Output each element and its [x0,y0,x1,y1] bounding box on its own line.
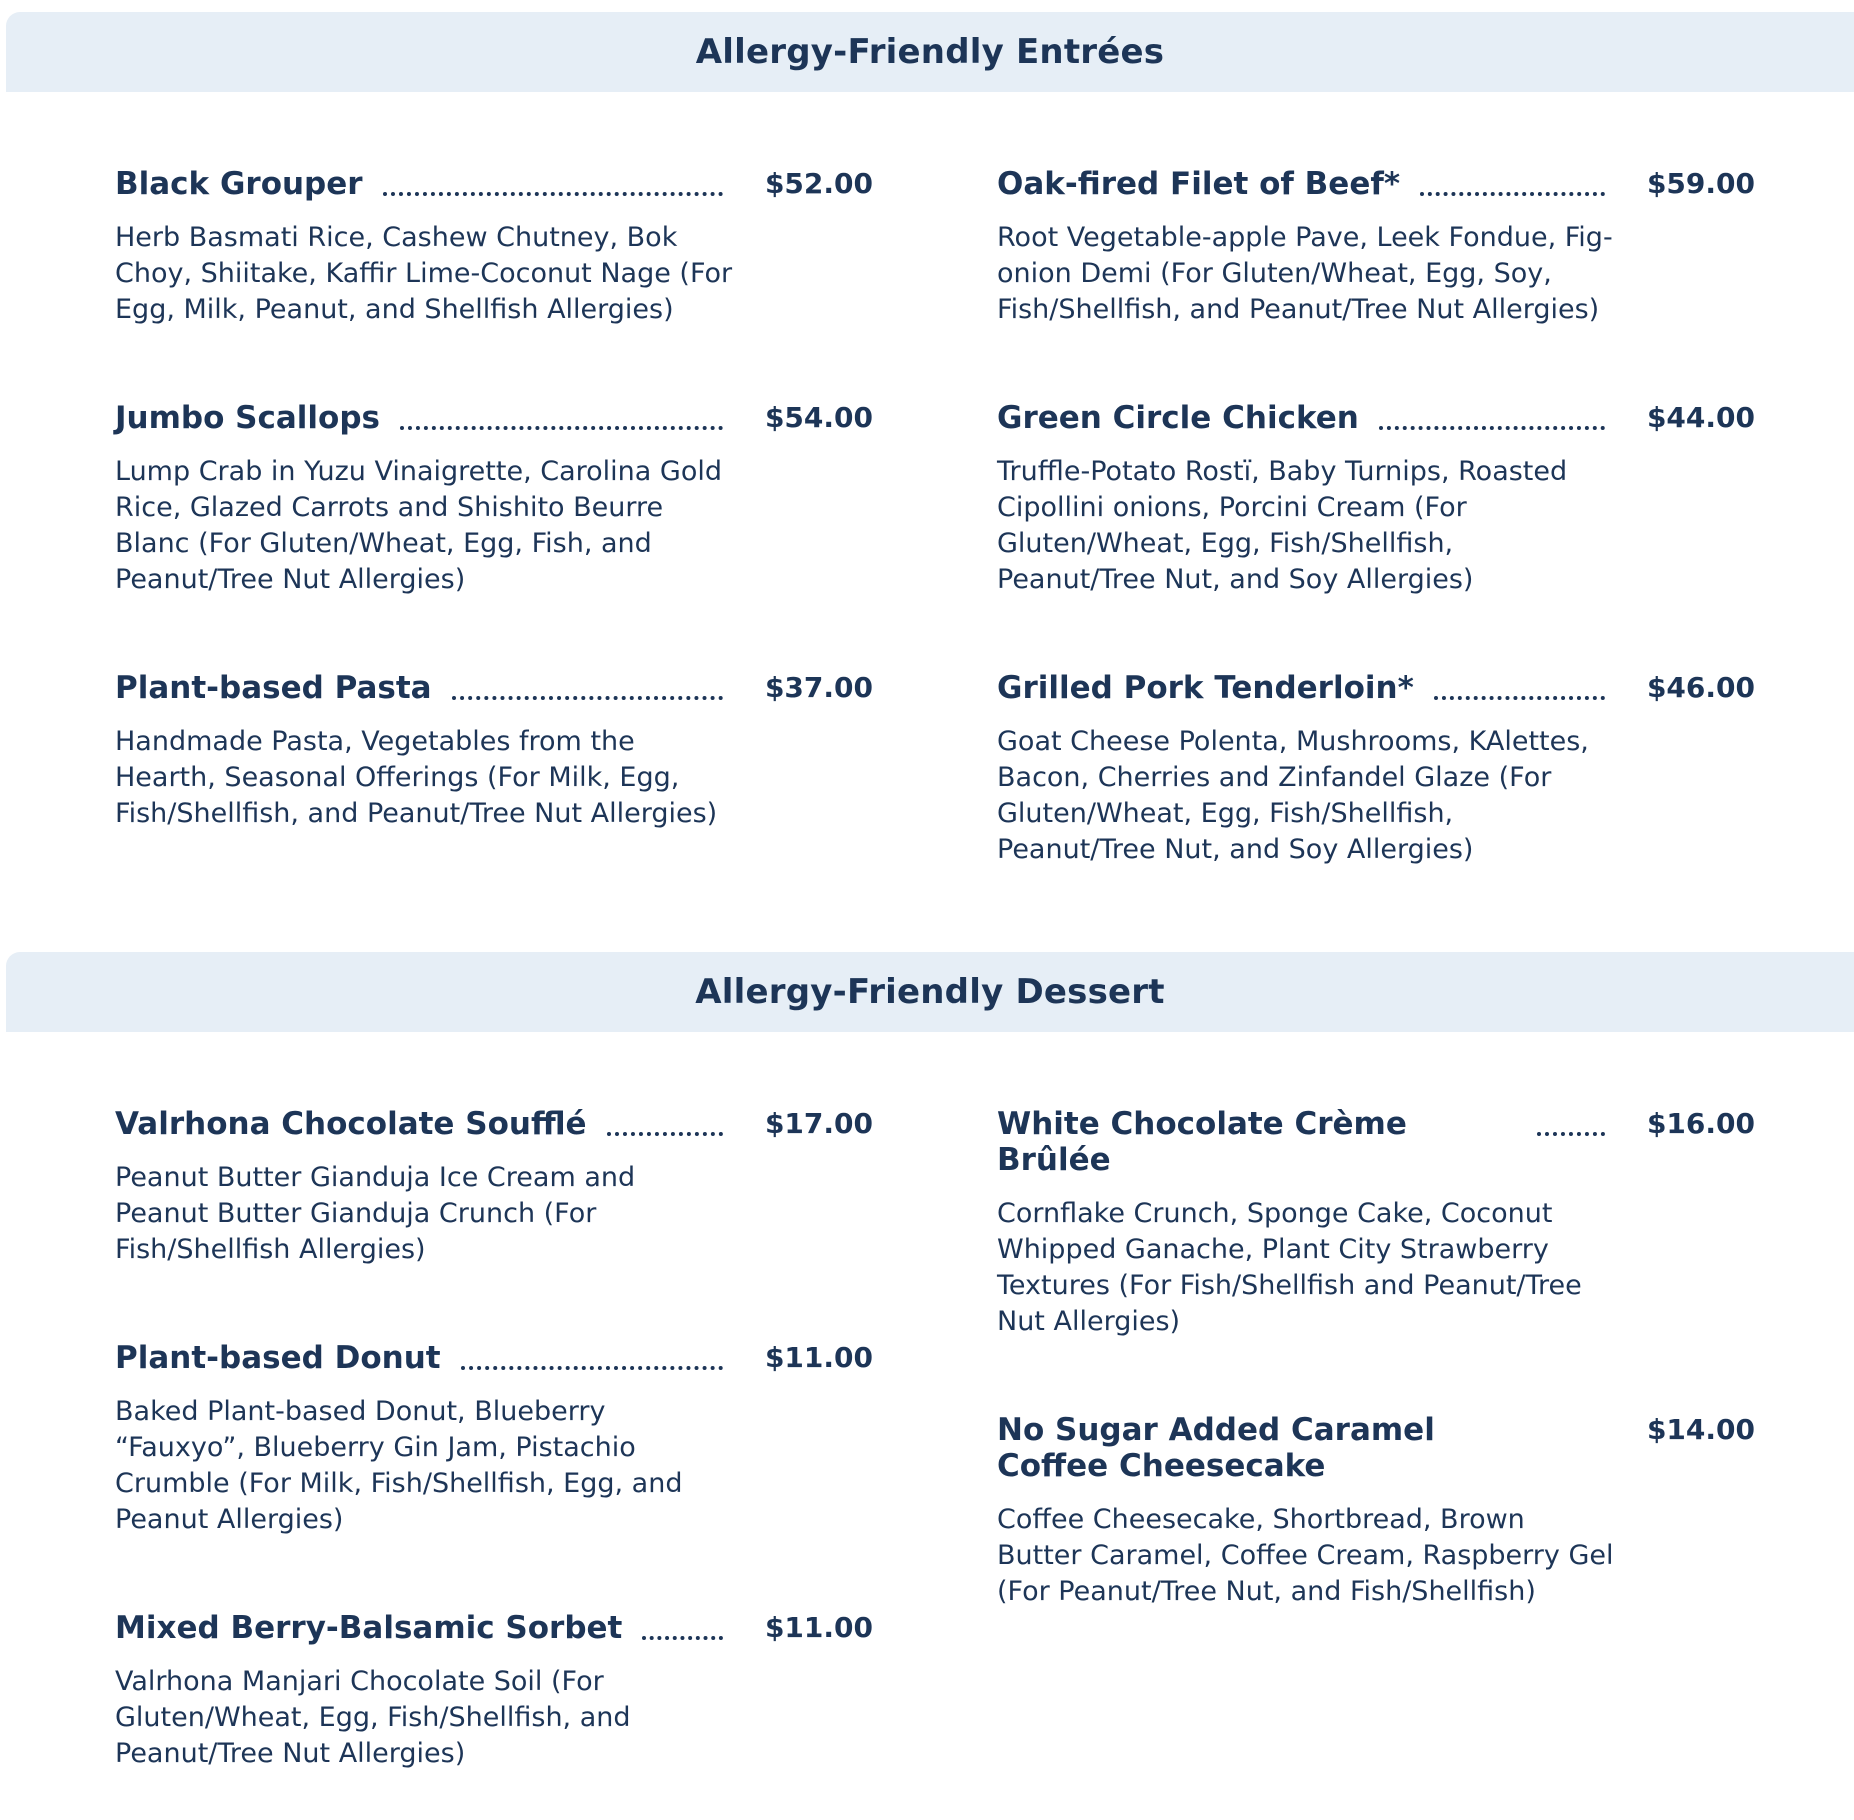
dot-leader [1537,1106,1605,1136]
item-price: $11.00 [764,1611,873,1644]
item-name: No Sugar Added Caramel Coffee Cheesecake [997,1412,1435,1484]
dot-leader [452,670,723,700]
item-name: Black Grouper [115,166,363,202]
item-price: $52.00 [764,167,873,200]
menu-item [997,1412,1755,1610]
item-name: Oak-fired Filet of Beef* [997,166,1401,202]
item-name: Jumbo Scallops [115,400,380,436]
section-title: Allergy-Friendly Dessert [695,972,1165,1012]
item-name: White Chocolate Crème Brûlée [997,1106,1407,1178]
item-description: Truffle-Potato Rostï, Baby Turnips, Roasted Cipollini onions, Porcini Cream (For Gluten/Wheat, Egg, Fish/Shellfish, Peanut/Tree Nut, and Soy Allergies) [997,456,1568,595]
dessert-grid [115,1106,1755,1820]
item-price: $14.00 [1646,1413,1755,1446]
menu-item [997,166,1755,328]
menu-item [997,670,1755,868]
item-description: Lump Crab in Yuzu Vinaigrette, Carolina Gold Rice, Glazed Carrots and Shishito Beurre Blanc (For Gluten/Wheat, Egg, Fish, and Peanut/Tree Nut Allergies) [115,456,722,595]
item-name: Plant-based Pasta [115,670,432,706]
item-price: $16.00 [1646,1107,1755,1140]
item-price: $37.00 [764,671,873,704]
dot-leader [1537,1412,1605,1438]
dot-leader [642,1610,723,1640]
menu-item [115,670,873,832]
dot-leader [400,400,723,430]
item-description: Valrhona Manjari Chocolate Soil (For Gluten/Wheat, Egg, Fish/Shellfish, and Peanut/Tree Nut Allergies) [115,1666,631,1769]
item-price: $54.00 [764,401,873,434]
entrees-right-column [997,166,1755,916]
entrees-left-column [115,166,873,916]
item-price: $59.00 [1646,167,1755,200]
item-description: Cornflake Crunch, Sponge Cake, Coconut Whipped Ganache, Plant City Strawberry Textures (For Fish/Shellfish and Peanut/Tree Nut Allergies) [997,1198,1582,1337]
item-name: Mixed Berry-Balsamic Sorbet [115,1610,623,1646]
dot-leader [383,166,723,196]
menu-item [115,400,873,598]
item-name: Green Circle Chicken [997,400,1359,436]
dot-leader [461,1340,723,1370]
section-title: Allergy-Friendly Entrées [695,32,1165,72]
dot-leader [607,1106,723,1136]
item-name: Grilled Pork Tenderloin* [997,670,1414,706]
section-header-dessert [6,952,1854,1032]
item-description: Baked Plant-based Donut, Blueberry “Fauxyo”, Blueberry Gin Jam, Pistachio Crumble (For Milk, Fish/Shellfish, Egg, and Peanut Allergies) [115,1396,683,1535]
item-price: $46.00 [1646,671,1755,704]
dessert-left-column [115,1106,873,1820]
entrees-grid [115,166,1755,916]
item-description: Root Vegetable-apple Pave, Leek Fondue, Fig-onion Demi (For Gluten/Wheat, Egg, Soy, Fish/Shellfish, and Peanut/Tree Nut Allergies) [997,222,1613,325]
dessert-right-column [997,1106,1755,1820]
item-description: Handmade Pasta, Vegetables from the Hearth, Seasonal Offerings (For Milk, Egg, Fish/Shellfish, and Peanut/Tree Nut Allergies) [115,726,718,829]
item-description: Coffee Cheesecake, Shortbread, Brown Butter Caramel, Coffee Cream, Raspberry Gel (For Peanut/Tree Nut, and Fish/Shellfish) [997,1504,1614,1607]
item-description: Herb Basmati Rice, Cashew Chutney, Bok Choy, Shiitake, Kaffir Lime-Coconut Nage (For Egg, Milk, Peanut, and Shellfish Allergies) [115,222,733,325]
item-description: Peanut Butter Gianduja Ice Cream and Peanut Butter Gianduja Crunch (For Fish/Shellfish Allergies) [115,1162,636,1265]
item-description: Goat Cheese Polenta, Mushrooms, KAlettes, Bacon, Cherries and Zinfandel Glaze (For Gluten/Wheat, Egg, Fish/Shellfish, Peanut/Tree Nut, and Soy Allergies) [997,726,1589,865]
menu-item [997,400,1755,598]
dot-leader [1434,670,1605,700]
dot-leader [1420,166,1605,196]
menu-item [115,166,873,328]
item-price: $17.00 [764,1107,873,1140]
item-name: Plant-based Donut [115,1340,441,1376]
menu-item [997,1106,1755,1340]
item-name: Valrhona Chocolate Soufflé [115,1106,587,1142]
item-price: $44.00 [1646,401,1755,434]
menu-item [115,1610,873,1772]
dot-leader [1379,400,1605,430]
menu-item [115,1340,873,1538]
section-header-entrees [6,12,1854,92]
menu-item [115,1106,873,1268]
item-price: $11.00 [764,1341,873,1374]
